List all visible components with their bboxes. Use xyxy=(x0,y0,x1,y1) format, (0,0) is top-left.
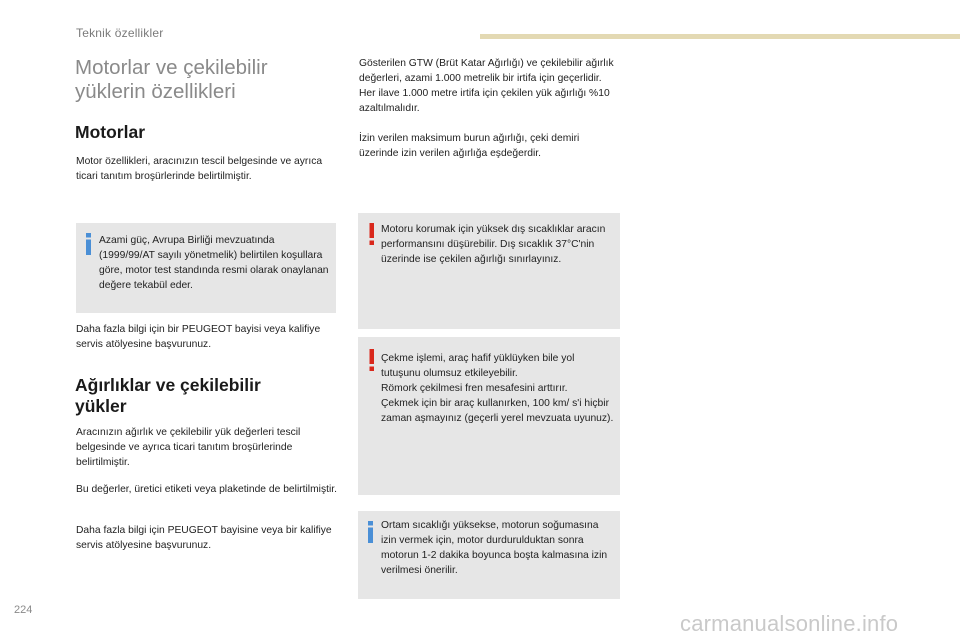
agirliklar-heading-line2: yükler xyxy=(75,396,127,416)
agirliklar-p3: Daha fazla bilgi için PEUGEOT bayisine veya bir kalifiye servis atölyesine başvurunuz. xyxy=(76,525,332,551)
warning2-line2: Römork çekilmesi fren mesafesini arttırır. xyxy=(381,383,568,394)
agirliklar-heading-line1: Ağırlıklar ve çekilebilir xyxy=(75,375,261,395)
info-icon xyxy=(85,233,93,255)
warning-note-text-2 xyxy=(381,351,614,426)
page-title xyxy=(75,56,345,104)
info-note-box-2 xyxy=(358,511,620,599)
agirliklar-heading xyxy=(75,375,261,417)
header-bar xyxy=(480,34,960,39)
page-title-line2: yüklerin özellikleri xyxy=(75,80,236,103)
info-note-text: Azami güç, Avrupa Birliği mevzuatında (1999/99/AT sayılı yönetmelik) belirtilen koşullara göre, motor test standında resmi olarak onaylanan değere tekabül eder. xyxy=(99,235,329,291)
info-note-box xyxy=(76,223,336,313)
warning-icon xyxy=(368,223,376,245)
page-number: 224 xyxy=(14,604,33,616)
info-icon xyxy=(367,521,375,543)
gtw-p2: İzin verilen maksimum burun ağırlığı, çeki demiri üzerinde izin verilen ağırlığa eşdeğerdir. xyxy=(359,133,580,159)
watermark: carmanualsonline.info xyxy=(680,611,899,636)
section-header-label: Teknik özellikler xyxy=(76,26,164,40)
motorlar-more-info: Daha fazla bilgi için bir PEUGEOT bayisi veya kalifiye servis atölyesine başvurunuz. xyxy=(76,324,321,350)
warning2-line3: Çekmek için bir araç kullanırken, 100 km/ s'i hiçbir zaman aşmayınız (geçerli yerel mevzuata uyunuz). xyxy=(381,398,614,424)
gtw-p1: Gösterilen GTW (Brüt Katar Ağırlığı) ve çekilebilir ağırlık değerleri, azami 1.000 metrelik bir irtifa için geçerlidir. Her ilave 1.000 metre irtifa için çekilen yük ağırlığı %10 azaltılmalıdır. xyxy=(359,58,614,114)
warning-note-text-1: Motoru korumak için yüksek dış sıcaklıklar aracın performansını düşürebilir. Dış sıcaklık 37°C'nin üzerinde ise çekilen ağırlığı sınırlayınız. xyxy=(381,224,606,265)
warning2-line1: Çekme işlemi, araç hafif yüklüyken bile yol tutuşunu olumsuz etkileyebilir. xyxy=(381,353,575,379)
agirliklar-p1: Aracınızın ağırlık ve çekilebilir yük değerleri tescil belgesinde ve ayrıca ticari tanıtım broşürlerinde belirtilmiştir. xyxy=(76,427,301,468)
warning-note-box-2 xyxy=(358,337,620,495)
page-title-line1: Motorlar ve çekilebilir xyxy=(75,56,268,79)
info-note-text-2: Ortam sıcaklığı yüksekse, motorun soğumasına izin vermek için, motor durdurulduktan sonra motorun 1-2 dakika boyunca boşta kalmasına izin verilmesi önerilir. xyxy=(381,520,608,576)
motorlar-heading: Motorlar xyxy=(75,122,145,142)
agirliklar-p2: Bu değerler, üretici etiketi veya plaketinde de belirtilmiştir. xyxy=(76,484,337,495)
motorlar-intro: Motor özellikleri, aracınızın tescil belgesinde ve ayrıca ticari tanıtım broşürlerinde belirtilmiştir. xyxy=(76,156,323,182)
warning-note-box-1 xyxy=(358,213,620,329)
warning-icon xyxy=(368,349,376,371)
